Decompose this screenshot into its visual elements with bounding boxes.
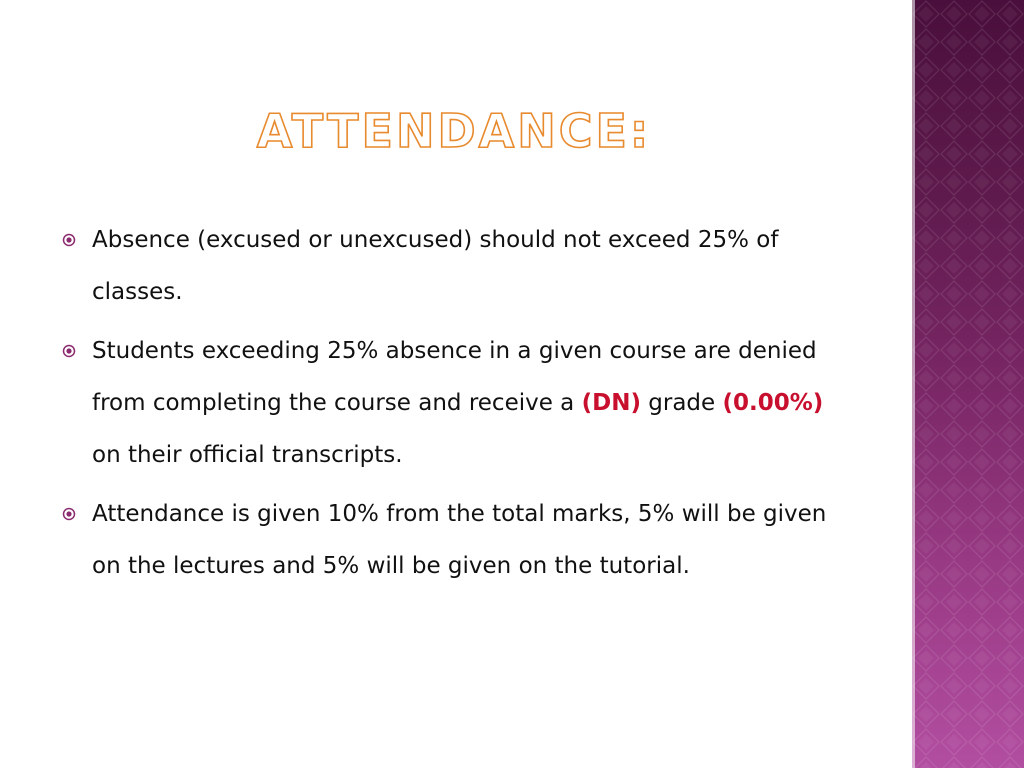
diamond-pattern bbox=[912, 0, 1024, 768]
slide-title: ATTENDANCE: bbox=[256, 104, 652, 158]
bullet-item bbox=[62, 488, 852, 592]
bullet-text: Students exceeding 25% absence in a given course are denied from completing the course and receive a bbox=[92, 338, 817, 416]
sidebar-edge bbox=[912, 0, 915, 768]
decorative-sidebar bbox=[912, 0, 1024, 768]
bullet-text: grade bbox=[640, 390, 723, 416]
dn-grade-highlight: (DN) bbox=[581, 390, 641, 416]
bullet-item bbox=[62, 325, 852, 481]
zero-percent-highlight: (0.00%) bbox=[722, 390, 824, 416]
circle-dot-icon bbox=[62, 344, 76, 358]
bullet-text: Absence (excused or unexcused) should not exceed 25% of classes. bbox=[92, 227, 779, 305]
bullet-list bbox=[62, 214, 852, 599]
circle-dot-icon bbox=[62, 233, 76, 247]
circle-dot-icon bbox=[62, 507, 76, 521]
bullet-item bbox=[62, 214, 852, 318]
bullet-text: Attendance is given 10% from the total marks, 5% will be given on the lectures and 5% will be given on the tutorial. bbox=[92, 501, 827, 579]
bullet-text: on their official transcripts. bbox=[92, 442, 403, 468]
